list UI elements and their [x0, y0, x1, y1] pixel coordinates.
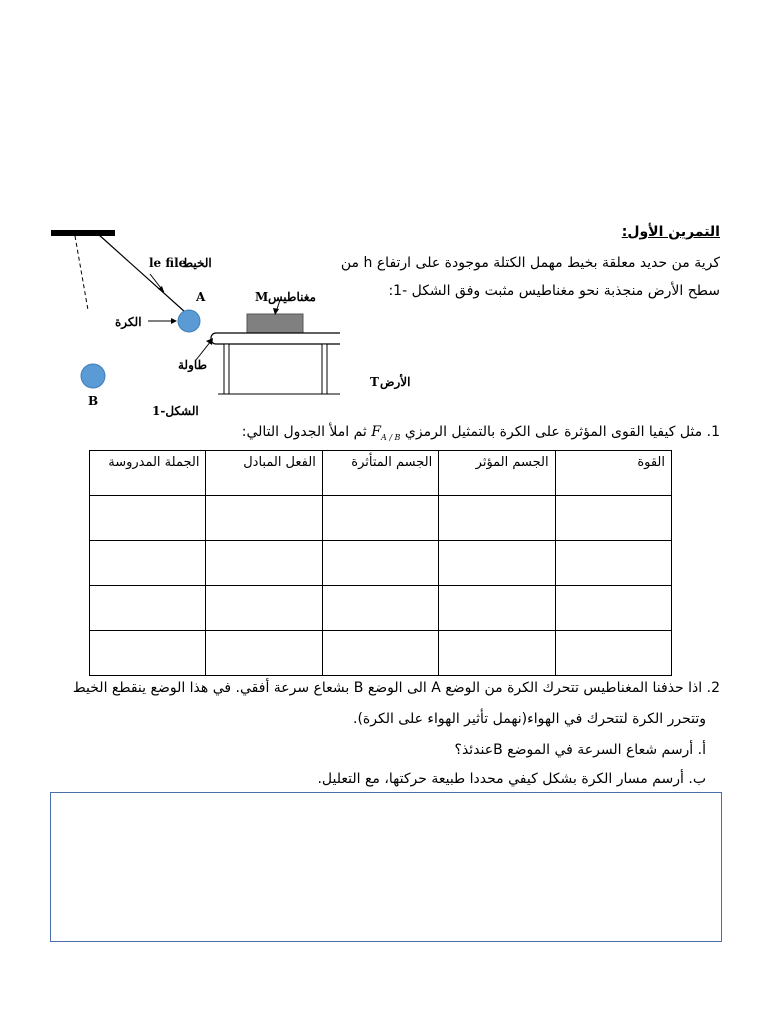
figure-drawing: [40, 220, 340, 420]
header-force: القوة: [555, 451, 671, 496]
table-header-row: [90, 451, 672, 496]
question-1-text-after: ثم املأ الجدول التالي:: [241, 424, 367, 440]
figure-pendulum-magnet: [40, 220, 411, 420]
label-table: طاولة: [178, 358, 208, 372]
question-2-line-1: [73, 680, 720, 696]
table-row: [90, 586, 672, 631]
table-cell[interactable]: [322, 541, 438, 586]
intro-line-1: كرية من حديد معلقة بخيط مهمل الكتلة موجودة على ارتفاع h من: [340, 255, 720, 271]
header-acting-body: الجسم المؤثر: [439, 451, 555, 496]
vertical-thread-dashed: [75, 236, 88, 310]
table-cell[interactable]: [555, 541, 671, 586]
question-2-line-2: وتتحرر الكرة لتتحرك في الهواء(نهمل تأثير الهواء على الكرة).: [353, 711, 706, 727]
table-cell[interactable]: [555, 631, 671, 676]
table-cell[interactable]: [322, 631, 438, 676]
magnet-block: [247, 314, 303, 333]
table-row: [90, 541, 672, 586]
figure-caption: الشكل-1: [152, 404, 199, 418]
table-cell[interactable]: [439, 496, 555, 541]
exercise-title: التمرين الأول:: [621, 224, 720, 240]
table-cell[interactable]: [206, 631, 322, 676]
label-ball: الكرة: [115, 315, 142, 329]
question-1: [242, 424, 720, 442]
table-top: [211, 333, 340, 344]
table-row: [90, 496, 672, 541]
ball-a: [178, 310, 200, 332]
table-cell[interactable]: [555, 586, 671, 631]
label-magnet-letter: M: [255, 290, 269, 304]
table-cell[interactable]: [555, 496, 671, 541]
table-cell[interactable]: [322, 586, 438, 631]
table-cell[interactable]: [90, 631, 206, 676]
table-cell[interactable]: [90, 586, 206, 631]
ball-b: [81, 364, 105, 388]
thread-line: [98, 234, 185, 312]
question-2-part-a: أ. أرسم شعاع السرعة في الموضع Bعندئذ؟: [454, 742, 706, 758]
question-1-number: 1.: [706, 424, 720, 440]
header-studied-system: الجملة المدروسة: [90, 451, 206, 496]
table-cell[interactable]: [439, 541, 555, 586]
answer-box[interactable]: [50, 792, 722, 942]
ceiling-support: [51, 230, 115, 236]
table-row: [90, 631, 672, 676]
label-point-b: B: [88, 394, 99, 408]
table-leg-right: [322, 344, 327, 394]
question-2-text: اذا حذفنا المغناطيس تتحرك الكرة من الوضع A الى الوضع B بشعاع سرعة أفقي. في هذا الوضع ينقطع الخيط: [72, 680, 703, 696]
label-ground: الأرض: [380, 375, 411, 389]
table-cell[interactable]: [439, 586, 555, 631]
label-point-a: A: [196, 290, 206, 304]
question-2-part-b: ب. أرسم مسار الكرة بشكل كيفي محددا طبيعة حركتها، مع التعليل.: [317, 771, 706, 787]
label-thread-fr: le file: [149, 256, 187, 270]
header-reciprocal-action: الفعل المبادل: [206, 451, 322, 496]
table-cell[interactable]: [206, 496, 322, 541]
table-cell[interactable]: [90, 541, 206, 586]
table-cell[interactable]: [206, 541, 322, 586]
question-1-text: مثل كيفيا القوى المؤثرة على الكرة بالتمثيل الرمزي: [404, 424, 703, 440]
question-2-number: 2.: [706, 680, 720, 696]
force-symbol: $F_{A / B}$: [371, 424, 401, 442]
label-magnet: مغناطيس: [268, 290, 316, 304]
label-ground-letter: T: [370, 375, 379, 389]
table-cell[interactable]: [206, 586, 322, 631]
table-cell[interactable]: [322, 496, 438, 541]
label-thread-ar: الخيط: [182, 256, 212, 270]
table-cell[interactable]: [90, 496, 206, 541]
header-affected-body: الجسم المتأثرة: [322, 451, 438, 496]
table-cell[interactable]: [439, 631, 555, 676]
force-subscript: A / B: [381, 432, 401, 442]
forces-table: [89, 450, 672, 676]
intro-line-2: سطح الأرض منجذبة نحو مغناطيس مثبت وفق الشكل -1:: [388, 283, 720, 299]
table-leg-left: [224, 344, 229, 394]
